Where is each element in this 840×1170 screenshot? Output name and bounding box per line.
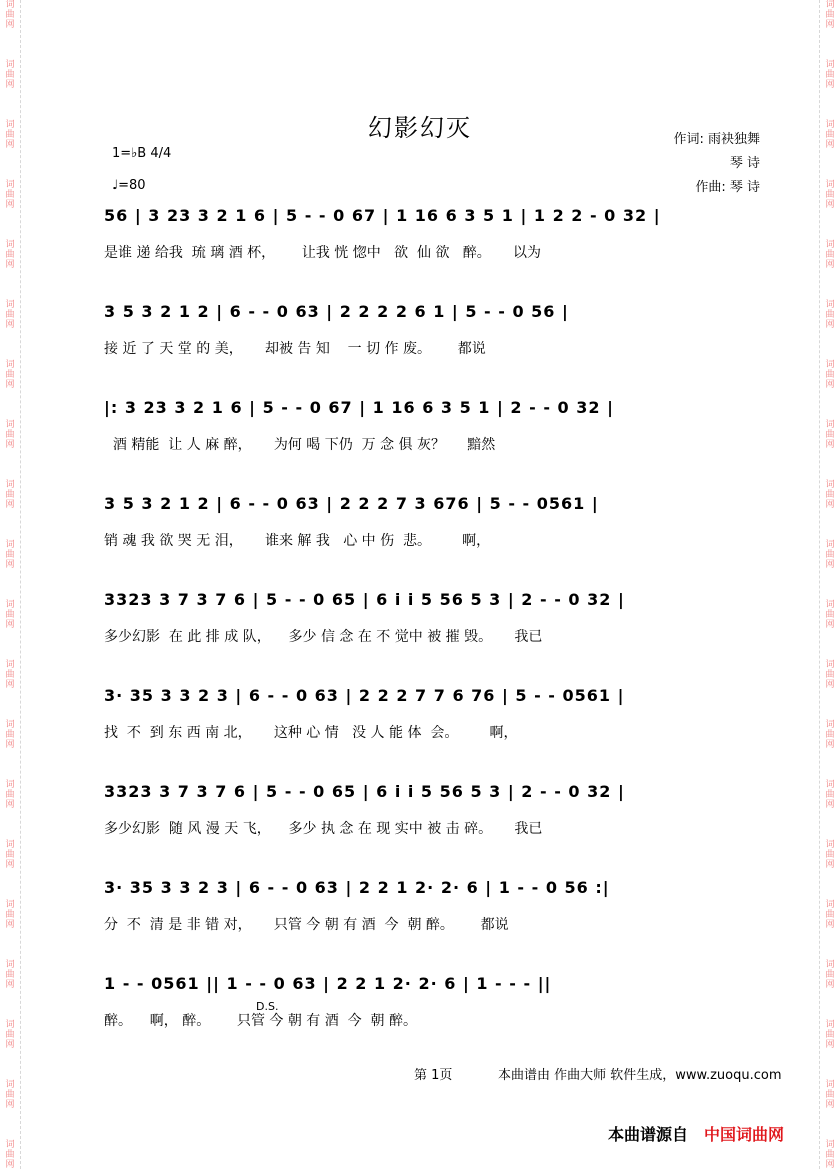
watermark-text: 词曲网 — [825, 1080, 835, 1110]
watermark-left-strip — [0, 0, 21, 1169]
watermark-text: 词曲网 — [5, 600, 15, 630]
ds-marking: D.S. — [256, 1000, 279, 1013]
watermark-text: 词曲网 — [5, 780, 15, 810]
watermark-text: 词曲网 — [5, 1020, 15, 1050]
composer-label: 作曲: — [695, 180, 726, 195]
watermark-text: 词曲网 — [5, 900, 15, 930]
watermark-text: 词曲网 — [825, 420, 835, 450]
watermark-text: 词曲网 — [5, 60, 15, 90]
watermark-text: 词曲网 — [825, 660, 835, 690]
notation-row: 3323 3 7 3 7 6 | 5 - - 0 65 | 6 i i 5 56 5 3 | 2 - - 0 32 | — [104, 782, 625, 801]
lyrics-row: 接 近 了 天 堂 的 美， 却被 告 知 一 切 作 废。 都说 — [104, 341, 486, 357]
watermark-text: 词曲网 — [5, 540, 15, 570]
watermark-text: 词曲网 — [5, 420, 15, 450]
watermark-text: 词曲网 — [825, 540, 835, 570]
notation-row: 3323 3 7 3 7 6 | 5 - - 0 65 | 6 i i 5 56 5 3 | 2 - - 0 32 | — [104, 590, 625, 609]
watermark-text: 词曲网 — [5, 0, 15, 30]
watermark-text: 词曲网 — [5, 480, 15, 510]
watermark-text: 词曲网 — [825, 480, 835, 510]
lyricist-label: 作词: — [673, 132, 704, 147]
notation-row: 56 | 3 23 3 2 1 6 | 5 - - 0 67 | 1 16 6 3 5 1 | 1 2 2 - 0 32 | — [104, 206, 661, 225]
watermark-text: 词曲网 — [825, 60, 835, 90]
watermark-text: 词曲网 — [825, 1020, 835, 1050]
notation-row: 3 5 3 2 1 2 | 6 - - 0 63 | 2 2 2 7 3 676 | 5 - - 0561 | — [104, 494, 599, 513]
watermark-text: 词曲网 — [825, 120, 835, 150]
watermark-text: 词曲网 — [5, 720, 15, 750]
watermark-text: 词曲网 — [825, 1140, 835, 1170]
lyrics-row: 是谁 递 给我 琉 璃 酒 杯， 让我 恍 惚中 欲 仙 欲 醉。 以为 — [104, 245, 542, 261]
watermark-text: 词曲网 — [825, 300, 835, 330]
score-line — [104, 974, 764, 1034]
song-title: 幻影幻灭 — [368, 114, 472, 142]
watermark-text: 词曲网 — [825, 360, 835, 390]
watermark-text: 词曲网 — [825, 240, 835, 270]
watermark-text: 词曲网 — [5, 1080, 15, 1110]
composer: 琴 诗 — [729, 180, 760, 195]
watermark-text: 词曲网 — [5, 660, 15, 690]
lyrics-row: 醉。 啊， 醉。 只管 今 朝 有 酒 今 朝 醉。 — [104, 1013, 418, 1029]
lyrics-row: 分 不 清 是 非 错 对， 只管 今 朝 有 酒 今 朝 醉。 都说 — [104, 917, 509, 933]
lyrics-row: 酒 精能 让 人 麻 醉， 为何 喝 下仍 万 念 俱 灰？ 黯然 — [104, 437, 496, 453]
watermark-right-strip — [819, 0, 840, 1169]
watermark-text: 词曲网 — [825, 900, 835, 930]
watermark-text: 词曲网 — [5, 120, 15, 150]
watermark-text: 词曲网 — [825, 840, 835, 870]
watermark-text: 词曲网 — [5, 300, 15, 330]
watermark-text: 词曲网 — [825, 0, 835, 30]
score-line — [104, 206, 764, 266]
credits — [673, 128, 760, 200]
source-site: 中国词曲网 — [704, 1125, 785, 1144]
score-line — [104, 590, 764, 650]
composer-line — [673, 176, 760, 200]
notation-row: 3· 35 3 3 2 3 | 6 - - 0 63 | 2 2 2 7 7 6 76 | 5 - - 0561 | — [104, 686, 625, 705]
lyricist2-line — [673, 152, 760, 176]
notation-row: 3· 35 3 3 2 3 | 6 - - 0 63 | 2 2 1 2· 2· 6 | 1 - - 0 56 :| — [104, 878, 610, 897]
watermark-text: 词曲网 — [5, 240, 15, 270]
lyricist: 雨袂独舞 — [707, 132, 760, 147]
score-line — [104, 398, 764, 458]
watermark-text: 词曲网 — [5, 180, 15, 210]
notation-row: 1 - - 0561 || 1 - - 0 63 | 2 2 1 2· 2· 6 | 1 - - - || — [104, 974, 552, 993]
watermark-text: 词曲网 — [825, 600, 835, 630]
watermark-text: 词曲网 — [825, 180, 835, 210]
lyrics-row: 多少幻影 在 此 排 成 队， 多少 信 念 在 不 觉中 被 摧 毁。 我已 — [104, 629, 543, 645]
score-line — [104, 686, 764, 746]
watermark-text: 词曲网 — [5, 360, 15, 390]
lyrics-row: 多少幻影 随 风 漫 天 飞， 多少 执 念 在 现 实中 被 击 碎。 我已 — [104, 821, 543, 837]
score-line — [104, 302, 764, 362]
page-number: 第 1页 — [414, 1068, 453, 1083]
watermark-text: 词曲网 — [5, 1140, 15, 1170]
watermark-text: 词曲网 — [825, 720, 835, 750]
lyricist2: 琴 诗 — [729, 156, 760, 171]
score-line — [104, 782, 764, 842]
generator-note: 本曲谱由 作曲大师 软件生成，www.zuoqu.com — [498, 1068, 782, 1083]
watermark-text: 词曲网 — [5, 960, 15, 990]
watermark-text: 词曲网 — [825, 780, 835, 810]
score-line — [104, 494, 764, 554]
lyricist-line — [673, 128, 760, 152]
lyrics-row: 销 魂 我 欲 哭 无 泪， 谁来 解 我 心 中 伤 悲。 啊， — [104, 533, 491, 549]
tempo-marking: ♩=80 — [112, 178, 146, 193]
watermark-text: 词曲网 — [825, 960, 835, 990]
source-note — [608, 1122, 784, 1145]
watermark-text: 词曲网 — [5, 840, 15, 870]
notation-row: |: 3 23 3 2 1 6 | 5 - - 0 67 | 1 16 6 3 5 1 | 2 - - 0 32 | — [104, 398, 614, 417]
key-signature: 1=♭B 4/4 — [112, 146, 172, 161]
notation-row: 3 5 3 2 1 2 | 6 - - 0 63 | 2 2 2 2 6 1 | 5 - - 0 56 | — [104, 302, 569, 321]
lyrics-row: 找 不 到 东 西 南 北， 这种 心 情 没 人 能 体 会。 啊， — [104, 725, 518, 741]
source-label: 本曲谱源自 — [608, 1125, 689, 1144]
score-line — [104, 878, 764, 938]
